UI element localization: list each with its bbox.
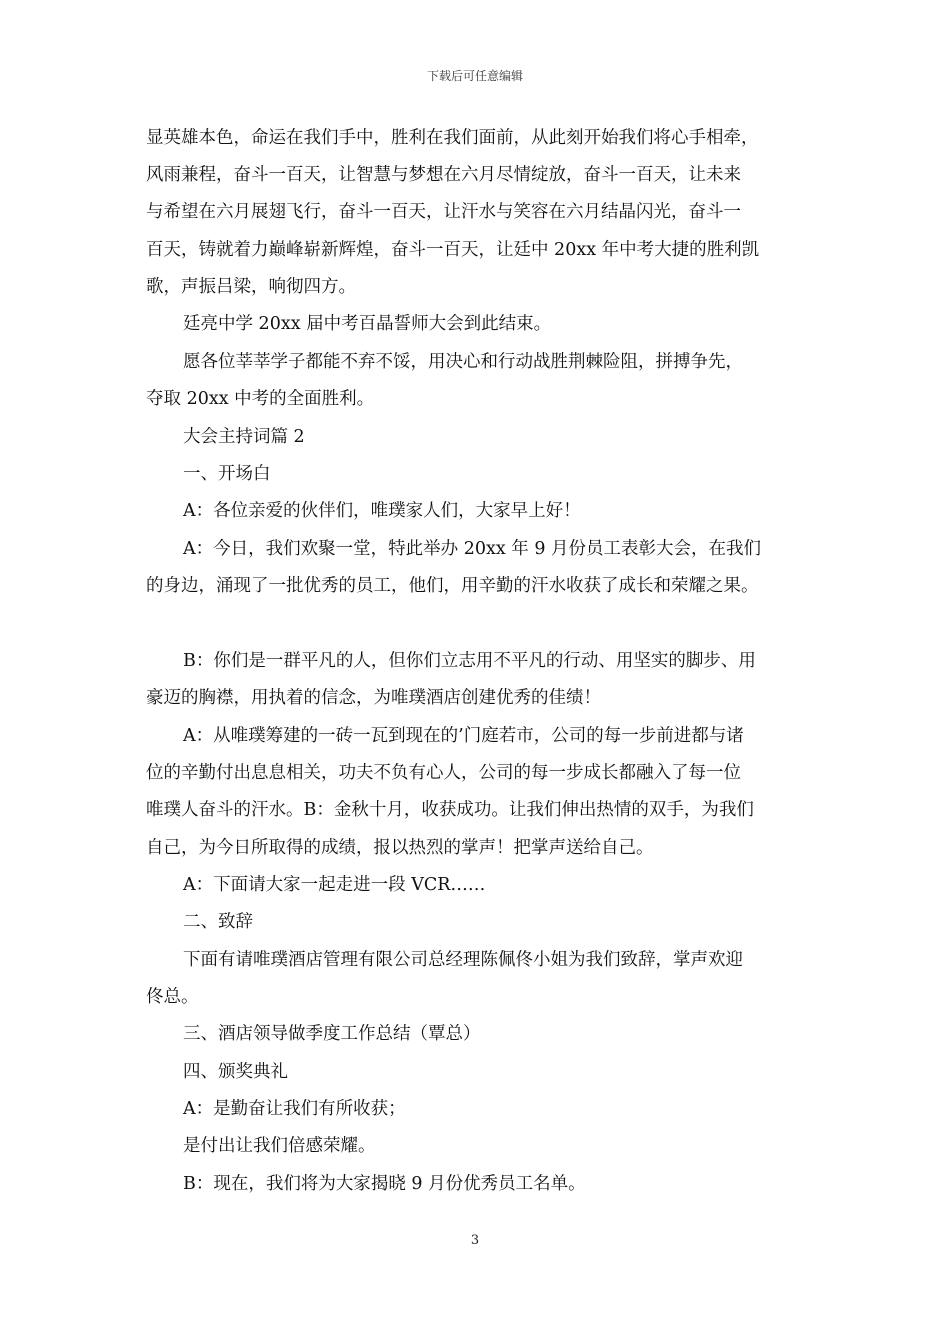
paragraph-line: A：从唯璞筹建的一砖一瓦到现在的’门庭若市，公司的每一步前进都与诸 — [183, 726, 744, 746]
paragraph-line: 百天，铸就着力巅峰崭新辉煌，奋斗一百天，让廷中 20xx 年中考大捷的胜利凯 — [146, 240, 760, 260]
section-heading: 一、开场白 — [183, 464, 271, 484]
paragraph-line: 下面有请唯璞酒店管理有限公司总经理陈佩佟小姐为我们致辞，掌声欢迎 — [183, 950, 743, 970]
paragraph-line: 廷亮中学 20xx 届中考百晶誓师大会到此结束。 — [183, 314, 552, 334]
paragraph-line: A：今日，我们欢聚一堂，特此举办 20xx 年 9 月份员工表彰大会，在我们 — [183, 539, 762, 559]
paragraph-line: 唯璞人奋斗的汗水。B：金秋十月，收获成功。让我们伸出热情的双手，为我们 — [146, 800, 754, 820]
paragraph-line: 与希望在六月展翅飞行，奋斗一百天，让汗水与笑容在六月结晶闪光，奋斗一 — [146, 202, 741, 222]
paragraph-line: A：各位亲爱的伙伴们，唯璞家人们，大家早上好！ — [183, 501, 581, 521]
paragraph-line: 显英雄本色，命运在我们手中，胜利在我们面前，从此刻开始我们将心手相牵， — [146, 128, 759, 148]
paragraph-line: 佟总。 — [146, 987, 199, 1007]
paragraph-line: 位的辛勤付出息息相关，功夫不负有心人，公司的每一步成长都融入了每一位 — [146, 763, 741, 783]
paragraph-line: A：是勤奋让我们有所收获； — [183, 1099, 406, 1119]
paragraph-line: 自己，为今日所取得的成绩，报以热烈的掌声！把掌声送给自己。 — [146, 838, 654, 858]
page-header: 下载后可任意编辑 — [426, 69, 523, 83]
paragraph-line: 歌，声振吕梁，响彻四方。 — [146, 277, 356, 297]
paragraph-line: 豪迈的胸襟，用执着的信念，为唯璞酒店创建优秀的佳绩！ — [146, 688, 601, 708]
paragraph-line: 夺取 20xx 中考的全面胜利。 — [146, 389, 375, 409]
page-number: 3 — [470, 1233, 480, 1248]
paragraph-line: 是付出让我们倍感荣耀。 — [183, 1136, 376, 1156]
paragraph-line: B：你们是一群平凡的人，但你们立志用不平凡的行动、用坚实的脚步、用 — [183, 651, 756, 671]
section-title: 大会主持词篇 2 — [183, 427, 305, 447]
paragraph-line: 的身边，涌现了一批优秀的员工，他们，用辛勤的汗水收获了成长和荣耀之果。 — [146, 576, 759, 596]
paragraph-line: 愿各位莘莘学子都能不弃不馁，用决心和行动战胜荆棘险阻，拼搏争先， — [183, 352, 743, 372]
section-heading: 三、酒店领导做季度工作总结（覃总） — [183, 1024, 481, 1044]
paragraph-line: A：下面请大家一起走进一段 VCR…… — [183, 875, 486, 895]
section-heading: 二、致辞 — [183, 912, 253, 932]
paragraph-line: B：现在，我们将为大家揭晓 9 月份优秀员工名单。 — [183, 1174, 586, 1194]
paragraph-line: 风雨兼程，奋斗一百天，让智慧与梦想在六月尽情绽放，奋斗一百天，让未来 — [146, 165, 741, 185]
section-heading: 四、颁奖典礼 — [183, 1062, 288, 1082]
